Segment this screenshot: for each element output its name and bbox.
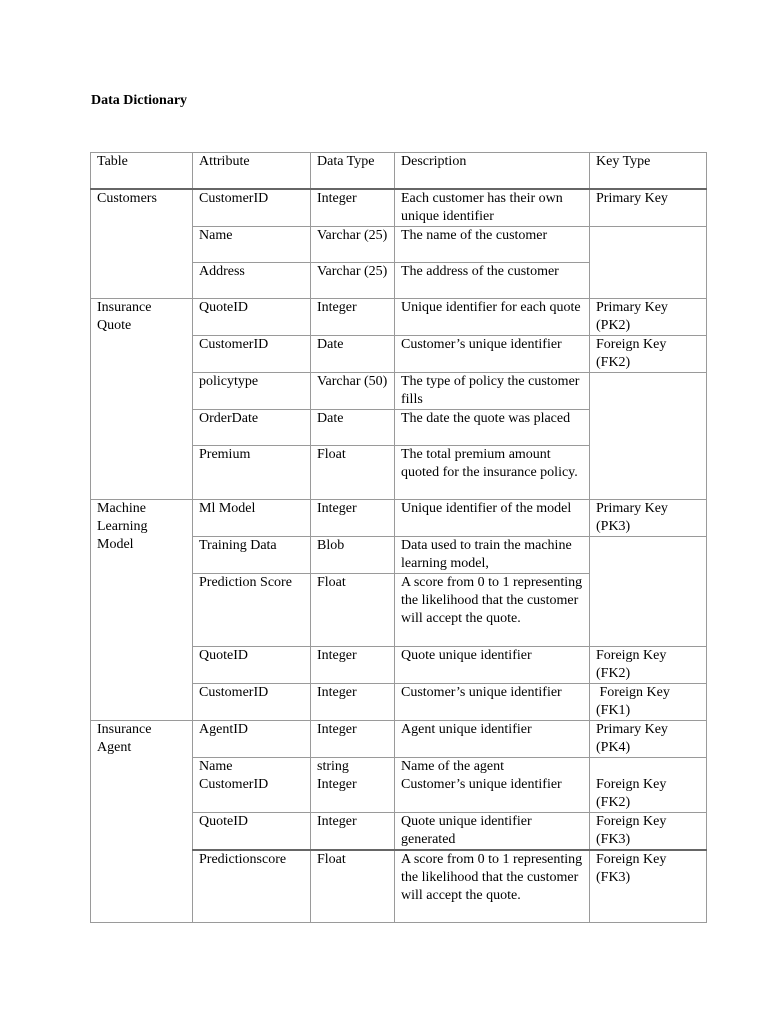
table-name-cell: Machine Learning Model: [91, 499, 193, 720]
data-type-cell: Integer: [311, 298, 395, 335]
attribute-cell: Training Data: [193, 536, 311, 573]
header-key-type: Key Type: [590, 153, 707, 189]
attribute-cell: CustomerID: [193, 776, 311, 813]
key-type-cell: Primary Key (PK2): [590, 298, 707, 335]
data-type-cell: Integer: [311, 813, 395, 851]
description-cell: The address of the customer: [395, 262, 590, 298]
attribute-cell: AgentID: [193, 720, 311, 757]
attribute-cell: CustomerID: [193, 189, 311, 227]
description-cell: Unique identifier for each quote: [395, 298, 590, 335]
description-cell: A score from 0 to 1 representing the likelihood that the customer will accept the quote.: [395, 573, 590, 646]
data-type-cell: Integer: [311, 646, 395, 683]
key-type-cell: [590, 536, 707, 646]
key-type-cell: Foreign Key (FK2): [590, 646, 707, 683]
header-description: Description: [395, 153, 590, 189]
data-type-cell: Float: [311, 573, 395, 646]
key-type-cell: Primary Key: [590, 189, 707, 227]
data-type-cell: Float: [311, 445, 395, 499]
data-type-cell: Integer: [311, 720, 395, 757]
description-cell: Customer’s unique identifier: [395, 335, 590, 372]
data-dictionary-table: [90, 152, 707, 923]
attribute-cell: policytype: [193, 372, 311, 409]
description-cell: Unique identifier of the model: [395, 499, 590, 536]
description-cell: The type of policy the customer fills: [395, 372, 590, 409]
data-type-cell: Integer: [311, 776, 395, 813]
attribute-cell: QuoteID: [193, 298, 311, 335]
attribute-cell: CustomerID: [193, 683, 311, 720]
header-row: [91, 153, 707, 189]
key-type-cell: [590, 372, 707, 499]
description-cell: The total premium amount quoted for the insurance policy.: [395, 445, 590, 499]
key-type-cell: Foreign Key (FK2): [590, 776, 707, 813]
key-type-cell: Foreign Key (FK1): [590, 683, 707, 720]
description-cell: A score from 0 to 1 representing the likelihood that the customer will accept the quote.: [395, 850, 590, 922]
description-cell: Customer’s unique identifier: [395, 776, 590, 813]
attribute-cell: Name: [193, 757, 311, 776]
attribute-cell: QuoteID: [193, 813, 311, 851]
table-row: [91, 189, 707, 227]
description-cell: Name of the agent: [395, 757, 590, 776]
data-type-cell: Integer: [311, 189, 395, 227]
description-cell: Quote unique identifier generated: [395, 813, 590, 851]
attribute-cell: Premium: [193, 445, 311, 499]
attribute-cell: QuoteID: [193, 646, 311, 683]
table-name-cell: Customers: [91, 189, 193, 299]
description-cell: Each customer has their own unique identifier: [395, 189, 590, 227]
description-cell: The name of the customer: [395, 226, 590, 262]
header-data-type: Data Type: [311, 153, 395, 189]
data-type-cell: string: [311, 757, 395, 776]
attribute-cell: Address: [193, 262, 311, 298]
data-type-cell: Date: [311, 409, 395, 445]
description-cell: Agent unique identifier: [395, 720, 590, 757]
key-type-cell: [590, 757, 707, 776]
data-type-cell: Varchar (25): [311, 262, 395, 298]
data-type-cell: Blob: [311, 536, 395, 573]
key-type-cell: Foreign Key (FK3): [590, 813, 707, 851]
key-type-cell: Primary Key (PK4): [590, 720, 707, 757]
attribute-cell: Predictionscore: [193, 850, 311, 922]
key-type-cell: [590, 226, 707, 298]
attribute-cell: OrderDate: [193, 409, 311, 445]
table-name-cell: Insurance Quote: [91, 298, 193, 499]
table-row: [91, 720, 707, 757]
table-name-cell: Insurance Agent: [91, 720, 193, 922]
description-cell: Data used to train the machine learning model,: [395, 536, 590, 573]
header-attribute: Attribute: [193, 153, 311, 189]
data-type-cell: Float: [311, 850, 395, 922]
table-row: [91, 499, 707, 536]
data-type-cell: Date: [311, 335, 395, 372]
attribute-cell: CustomerID: [193, 335, 311, 372]
data-type-cell: Integer: [311, 683, 395, 720]
description-cell: Customer’s unique identifier: [395, 683, 590, 720]
description-cell: The date the quote was placed: [395, 409, 590, 445]
key-type-cell: Foreign Key (FK2): [590, 335, 707, 372]
data-type-cell: Varchar (25): [311, 226, 395, 262]
data-type-cell: Integer: [311, 499, 395, 536]
key-type-cell: Foreign Key (FK3): [590, 850, 707, 922]
document-title: Data Dictionary: [91, 93, 188, 108]
key-type-cell: Primary Key (PK3): [590, 499, 707, 536]
attribute-cell: Ml Model: [193, 499, 311, 536]
attribute-cell: Name: [193, 226, 311, 262]
attribute-cell: Prediction Score: [193, 573, 311, 646]
data-type-cell: Varchar (50): [311, 372, 395, 409]
header-table: Table: [91, 153, 193, 189]
table-row: [91, 298, 707, 335]
description-cell: Quote unique identifier: [395, 646, 590, 683]
